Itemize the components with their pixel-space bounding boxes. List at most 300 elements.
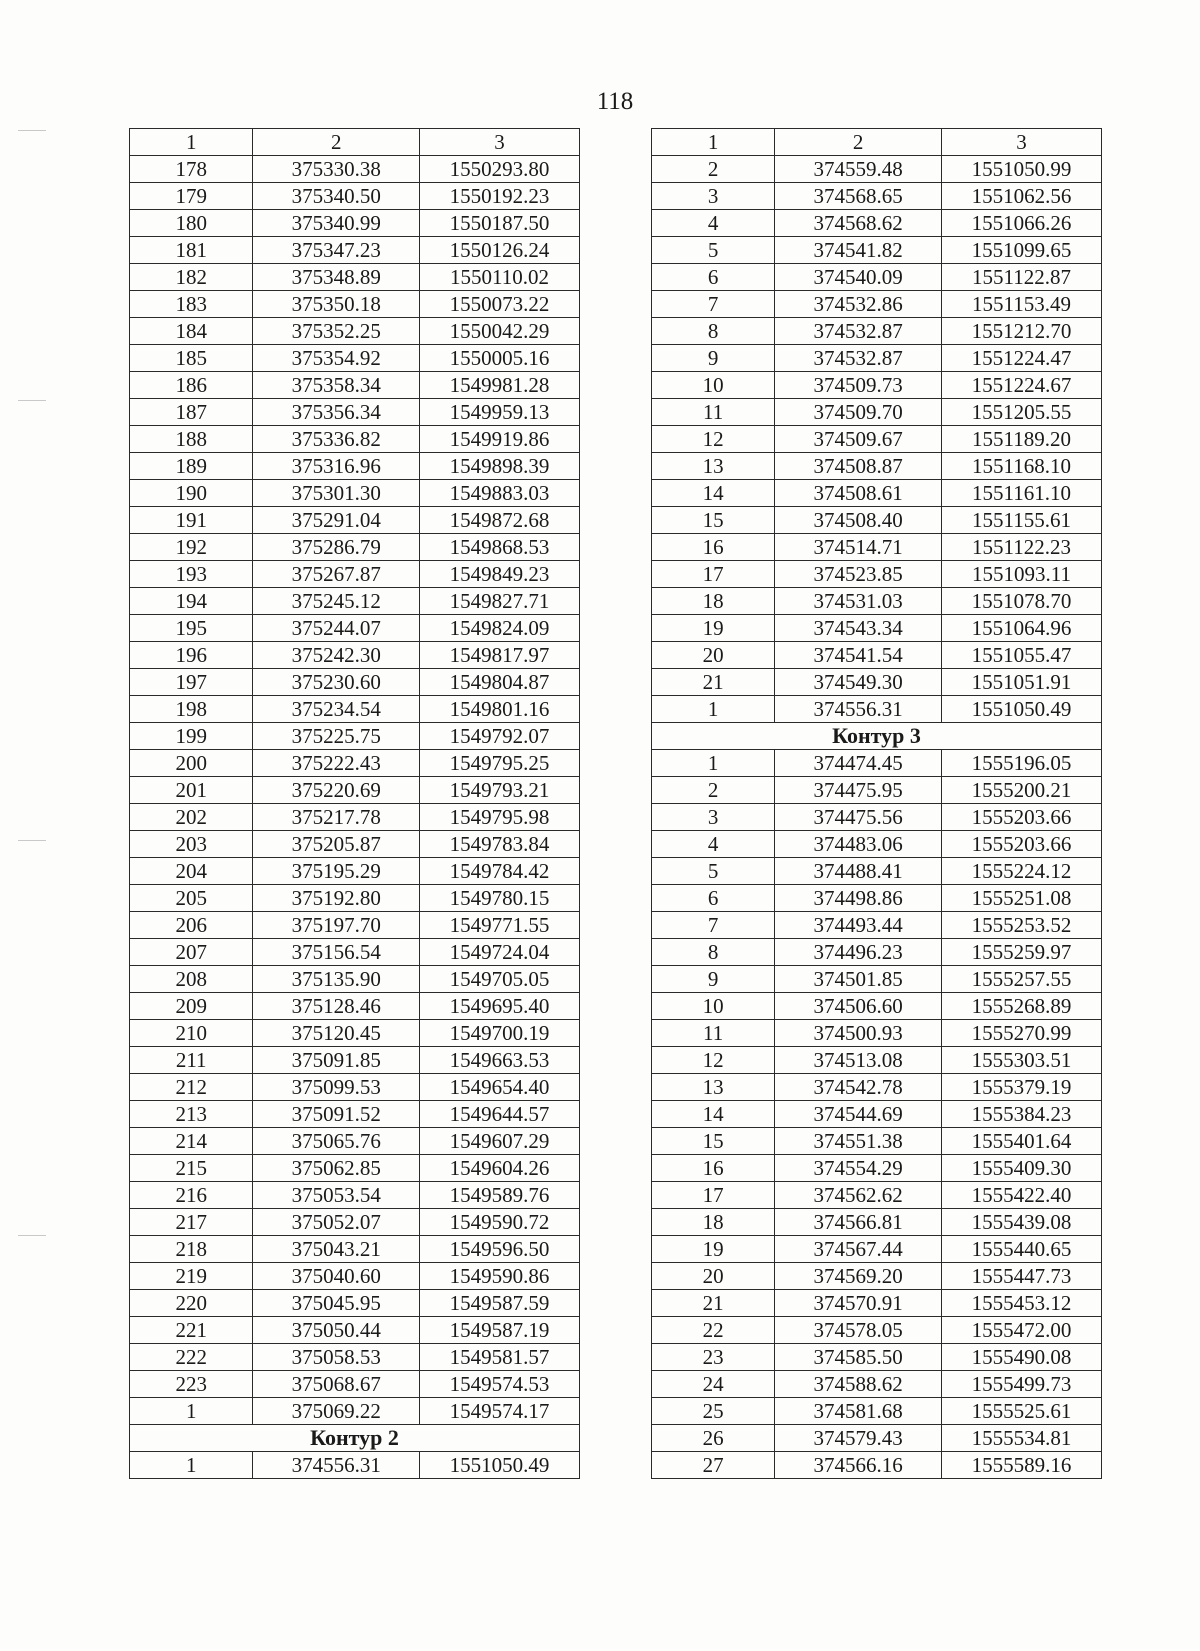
cell-col-3: 1549780.15 <box>420 885 580 912</box>
cell-col-1: 10 <box>652 993 775 1020</box>
cell-col-3: 1551224.47 <box>941 345 1101 372</box>
table-row <box>130 1263 580 1290</box>
cell-col-2: 375045.95 <box>253 1290 420 1317</box>
cell-col-1: 14 <box>652 480 775 507</box>
table-row <box>130 372 580 399</box>
cell-col-3: 1555525.61 <box>941 1398 1101 1425</box>
cell-col-3: 1549771.55 <box>420 912 580 939</box>
cell-col-3: 1549792.07 <box>420 723 580 750</box>
cell-col-3: 1550005.16 <box>420 345 580 372</box>
coordinates-table-left <box>129 128 580 1479</box>
cell-col-1: 15 <box>652 1128 775 1155</box>
cell-col-3: 1555268.89 <box>941 993 1101 1020</box>
cell-col-1: 208 <box>130 966 253 993</box>
cell-col-2: 375197.70 <box>253 912 420 939</box>
cell-col-3: 1555224.12 <box>941 858 1101 885</box>
cell-col-3: 1555257.55 <box>941 966 1101 993</box>
cell-col-3: 1550110.02 <box>420 264 580 291</box>
cell-col-2: 374501.85 <box>775 966 942 993</box>
cell-col-2: 374542.78 <box>775 1074 942 1101</box>
cell-col-2: 375128.46 <box>253 993 420 1020</box>
table-row <box>652 183 1102 210</box>
cell-col-1: 15 <box>652 507 775 534</box>
table-row <box>130 1344 580 1371</box>
cell-col-3: 1555401.64 <box>941 1128 1101 1155</box>
cell-col-2: 375068.67 <box>253 1371 420 1398</box>
cell-col-1: 203 <box>130 831 253 858</box>
cell-col-2: 375340.99 <box>253 210 420 237</box>
table-row <box>130 1182 580 1209</box>
cell-col-3: 1555253.52 <box>941 912 1101 939</box>
cell-col-1: 17 <box>652 561 775 588</box>
table-row <box>652 1074 1102 1101</box>
cell-col-1: 11 <box>652 399 775 426</box>
cell-col-2: 375316.96 <box>253 453 420 480</box>
cell-col-1: 18 <box>652 1209 775 1236</box>
cell-col-3: 1549898.39 <box>420 453 580 480</box>
table-row <box>652 669 1102 696</box>
cell-col-3: 1549849.23 <box>420 561 580 588</box>
cell-col-2: 375217.78 <box>253 804 420 831</box>
cell-col-2: 374500.93 <box>775 1020 942 1047</box>
cell-col-2: 375330.38 <box>253 156 420 183</box>
cell-col-2: 374541.82 <box>775 237 942 264</box>
cell-col-3: 1549581.57 <box>420 1344 580 1371</box>
cell-col-2: 375195.29 <box>253 858 420 885</box>
cell-col-1: 181 <box>130 237 253 264</box>
table-row <box>652 1047 1102 1074</box>
table-row <box>652 1398 1102 1425</box>
table-row <box>130 453 580 480</box>
cell-col-3: 1555422.40 <box>941 1182 1101 1209</box>
cell-col-1: 9 <box>652 966 775 993</box>
cell-col-2: 374585.50 <box>775 1344 942 1371</box>
table-row <box>652 156 1102 183</box>
cell-col-2: 375062.85 <box>253 1155 420 1182</box>
cell-col-1: 19 <box>652 1236 775 1263</box>
header-row <box>652 129 1102 156</box>
cell-col-3: 1555203.66 <box>941 804 1101 831</box>
cell-col-2: 374506.60 <box>775 993 942 1020</box>
table-row <box>652 1182 1102 1209</box>
cell-col-3: 1555490.08 <box>941 1344 1101 1371</box>
cell-col-2: 374474.45 <box>775 750 942 777</box>
cell-col-1: 201 <box>130 777 253 804</box>
cell-col-3: 1555409.30 <box>941 1155 1101 1182</box>
cell-col-2: 374508.40 <box>775 507 942 534</box>
cell-col-3: 1555589.16 <box>941 1452 1101 1479</box>
cell-col-1: 223 <box>130 1371 253 1398</box>
cell-col-2: 374498.86 <box>775 885 942 912</box>
section-title-row <box>652 723 1102 750</box>
cell-col-1: 8 <box>652 318 775 345</box>
cell-col-2: 2 <box>253 129 420 156</box>
table-row <box>652 1020 1102 1047</box>
cell-col-1: 191 <box>130 507 253 534</box>
table-row <box>130 777 580 804</box>
cell-col-2: 375222.43 <box>253 750 420 777</box>
table-row <box>130 642 580 669</box>
cell-col-2: 374496.23 <box>775 939 942 966</box>
cell-col-3: 1549868.53 <box>420 534 580 561</box>
cell-col-2: 2 <box>775 129 942 156</box>
cell-col-1: 1 <box>652 750 775 777</box>
cell-col-3: 1555440.65 <box>941 1236 1101 1263</box>
table-row <box>130 318 580 345</box>
cell-col-3: 1549596.50 <box>420 1236 580 1263</box>
table-row <box>652 318 1102 345</box>
table-row <box>130 1209 580 1236</box>
table-row <box>130 912 580 939</box>
cell-col-3: 1551093.11 <box>941 561 1101 588</box>
cell-col-3: 1555453.12 <box>941 1290 1101 1317</box>
cell-col-2: 374531.03 <box>775 588 942 615</box>
cell-col-1: 186 <box>130 372 253 399</box>
cell-col-2: 374523.85 <box>775 561 942 588</box>
cell-col-1: 4 <box>652 831 775 858</box>
cell-col-1: 220 <box>130 1290 253 1317</box>
cell-col-1: 179 <box>130 183 253 210</box>
table-row <box>652 1101 1102 1128</box>
cell-col-3: 1550293.80 <box>420 156 580 183</box>
cell-col-1: 20 <box>652 1263 775 1290</box>
table-row <box>130 804 580 831</box>
cell-col-2: 374581.68 <box>775 1398 942 1425</box>
cell-col-3: 1555379.19 <box>941 1074 1101 1101</box>
cell-col-3: 1551224.67 <box>941 372 1101 399</box>
table-row <box>652 1344 1102 1371</box>
table-row <box>652 1371 1102 1398</box>
cell-col-1: 1 <box>652 129 775 156</box>
cell-col-3: 1555196.05 <box>941 750 1101 777</box>
cell-col-2: 375301.30 <box>253 480 420 507</box>
table-row <box>652 1290 1102 1317</box>
cell-col-2: 374488.41 <box>775 858 942 885</box>
cell-col-3: 1549607.29 <box>420 1128 580 1155</box>
table-row <box>130 480 580 507</box>
cell-col-1: 219 <box>130 1263 253 1290</box>
cell-col-3: 1555447.73 <box>941 1263 1101 1290</box>
cell-col-3: 1550192.23 <box>420 183 580 210</box>
cell-col-1: 12 <box>652 1047 775 1074</box>
cell-col-1: 12 <box>652 426 775 453</box>
cell-col-3: 1551055.47 <box>941 642 1101 669</box>
cell-col-1: 200 <box>130 750 253 777</box>
table-body <box>130 129 580 1479</box>
cell-col-3: 1549827.71 <box>420 588 580 615</box>
cell-col-1: 180 <box>130 210 253 237</box>
table-row <box>130 1452 580 1479</box>
table-row <box>130 183 580 210</box>
cell-col-1: 210 <box>130 1020 253 1047</box>
cell-col-2: 374556.31 <box>775 696 942 723</box>
table-row <box>652 372 1102 399</box>
table-row <box>652 399 1102 426</box>
cell-col-1: 190 <box>130 480 253 507</box>
cell-col-3: 1549700.19 <box>420 1020 580 1047</box>
cell-col-3: 1549883.03 <box>420 480 580 507</box>
cell-col-1: 207 <box>130 939 253 966</box>
cell-col-3: 1551122.87 <box>941 264 1101 291</box>
cell-col-1: 4 <box>652 210 775 237</box>
table-row <box>130 264 580 291</box>
header-row <box>130 129 580 156</box>
cell-col-1: 20 <box>652 642 775 669</box>
table-row <box>130 345 580 372</box>
scan-mark <box>18 130 46 131</box>
table-row <box>130 507 580 534</box>
cell-col-3: 1549795.98 <box>420 804 580 831</box>
cell-col-2: 374570.91 <box>775 1290 942 1317</box>
cell-col-3: 1549705.05 <box>420 966 580 993</box>
cell-col-3: 1555259.97 <box>941 939 1101 966</box>
table-row <box>652 534 1102 561</box>
cell-col-2: 375192.80 <box>253 885 420 912</box>
cell-col-1: 13 <box>652 453 775 480</box>
cell-col-1: 187 <box>130 399 253 426</box>
cell-col-1: 1 <box>130 1398 253 1425</box>
cell-col-2: 374556.31 <box>253 1452 420 1479</box>
cell-col-3: 1551099.65 <box>941 237 1101 264</box>
cell-col-2: 375245.12 <box>253 588 420 615</box>
table-row <box>652 453 1102 480</box>
cell-col-1: 7 <box>652 291 775 318</box>
cell-col-2: 375230.60 <box>253 669 420 696</box>
cell-col-1: 16 <box>652 1155 775 1182</box>
cell-col-3: 1551161.10 <box>941 480 1101 507</box>
cell-col-2: 375156.54 <box>253 939 420 966</box>
cell-col-3: 1551050.49 <box>941 696 1101 723</box>
table-row <box>130 669 580 696</box>
cell-col-2: 374509.70 <box>775 399 942 426</box>
cell-col-2: 375135.90 <box>253 966 420 993</box>
table-row <box>130 1020 580 1047</box>
cell-col-1: 1 <box>130 129 253 156</box>
cell-col-2: 375205.87 <box>253 831 420 858</box>
cell-col-2: 375091.85 <box>253 1047 420 1074</box>
cell-col-1: 185 <box>130 345 253 372</box>
cell-col-2: 375291.04 <box>253 507 420 534</box>
cell-col-3: 1551064.96 <box>941 615 1101 642</box>
cell-col-3: 1551050.99 <box>941 156 1101 183</box>
cell-col-1: 196 <box>130 642 253 669</box>
cell-col-2: 375220.69 <box>253 777 420 804</box>
table-row <box>652 1155 1102 1182</box>
table-row <box>652 912 1102 939</box>
table-row <box>652 1317 1102 1344</box>
cell-col-2: 374578.05 <box>775 1317 942 1344</box>
table-row <box>130 534 580 561</box>
cell-col-1: 10 <box>652 372 775 399</box>
table-row <box>652 1128 1102 1155</box>
cell-col-2: 374509.67 <box>775 426 942 453</box>
cell-col-1: 209 <box>130 993 253 1020</box>
cell-col-2: 375050.44 <box>253 1317 420 1344</box>
table-row <box>652 696 1102 723</box>
cell-col-3: 1549919.86 <box>420 426 580 453</box>
cell-col-3: 1555200.21 <box>941 777 1101 804</box>
cell-col-1: 206 <box>130 912 253 939</box>
cell-col-2: 375348.89 <box>253 264 420 291</box>
table-row <box>130 1047 580 1074</box>
cell-col-1: 221 <box>130 1317 253 1344</box>
cell-col-3: 1549644.57 <box>420 1101 580 1128</box>
cell-col-2: 374551.38 <box>775 1128 942 1155</box>
cell-col-3: 3 <box>420 129 580 156</box>
cell-col-3: 1551051.91 <box>941 669 1101 696</box>
cell-col-2: 374540.09 <box>775 264 942 291</box>
cell-col-3: 1555439.08 <box>941 1209 1101 1236</box>
cell-col-2: 375234.54 <box>253 696 420 723</box>
cell-col-2: 374532.87 <box>775 318 942 345</box>
cell-col-3: 1555203.66 <box>941 831 1101 858</box>
cell-col-2: 374508.87 <box>775 453 942 480</box>
cell-col-2: 375043.21 <box>253 1236 420 1263</box>
cell-col-2: 374544.69 <box>775 1101 942 1128</box>
cell-col-3: 1555384.23 <box>941 1101 1101 1128</box>
section-title: Контур 3 <box>652 723 1102 750</box>
scan-mark <box>18 840 46 841</box>
cell-col-3: 1555472.00 <box>941 1317 1101 1344</box>
cell-col-3: 1549795.25 <box>420 750 580 777</box>
cell-col-1: 212 <box>130 1074 253 1101</box>
table-row <box>130 237 580 264</box>
cell-col-3: 1549784.42 <box>420 858 580 885</box>
cell-col-3: 3 <box>941 129 1101 156</box>
cell-col-3: 1551189.20 <box>941 426 1101 453</box>
table-row <box>652 480 1102 507</box>
cell-col-3: 1555499.73 <box>941 1371 1101 1398</box>
table-row <box>130 858 580 885</box>
cell-col-1: 27 <box>652 1452 775 1479</box>
scan-mark <box>18 1235 46 1236</box>
cell-col-2: 374562.62 <box>775 1182 942 1209</box>
table-row <box>130 561 580 588</box>
cell-col-1: 214 <box>130 1128 253 1155</box>
cell-col-2: 375356.34 <box>253 399 420 426</box>
cell-col-2: 374568.65 <box>775 183 942 210</box>
cell-col-2: 375099.53 <box>253 1074 420 1101</box>
cell-col-3: 1551205.55 <box>941 399 1101 426</box>
cell-col-2: 375120.45 <box>253 1020 420 1047</box>
table-row <box>652 750 1102 777</box>
cell-col-1: 195 <box>130 615 253 642</box>
cell-col-1: 5 <box>652 237 775 264</box>
cell-col-2: 374566.81 <box>775 1209 942 1236</box>
cell-col-3: 1549804.87 <box>420 669 580 696</box>
table-row <box>652 966 1102 993</box>
cell-col-2: 375244.07 <box>253 615 420 642</box>
cell-col-2: 375091.52 <box>253 1101 420 1128</box>
cell-col-1: 5 <box>652 858 775 885</box>
cell-col-2: 375040.60 <box>253 1263 420 1290</box>
cell-col-1: 205 <box>130 885 253 912</box>
cell-col-1: 19 <box>652 615 775 642</box>
cell-col-2: 375242.30 <box>253 642 420 669</box>
cell-col-1: 16 <box>652 534 775 561</box>
table-row <box>652 831 1102 858</box>
table-row <box>652 237 1102 264</box>
cell-col-3: 1550073.22 <box>420 291 580 318</box>
cell-col-3: 1549590.72 <box>420 1209 580 1236</box>
cell-col-3: 1555303.51 <box>941 1047 1101 1074</box>
cell-col-3: 1555251.08 <box>941 885 1101 912</box>
cell-col-3: 1550042.29 <box>420 318 580 345</box>
cell-col-1: 21 <box>652 669 775 696</box>
table-row <box>652 777 1102 804</box>
cell-col-2: 374543.34 <box>775 615 942 642</box>
cell-col-3: 1551168.10 <box>941 453 1101 480</box>
cell-col-1: 18 <box>652 588 775 615</box>
cell-col-3: 1549604.26 <box>420 1155 580 1182</box>
table-row <box>130 723 580 750</box>
cell-col-2: 375053.54 <box>253 1182 420 1209</box>
cell-col-3: 1549959.13 <box>420 399 580 426</box>
cell-col-3: 1549824.09 <box>420 615 580 642</box>
cell-col-2: 375340.50 <box>253 183 420 210</box>
table-row <box>652 939 1102 966</box>
section-title-row <box>130 1425 580 1452</box>
cell-col-2: 375225.75 <box>253 723 420 750</box>
cell-col-3: 1549724.04 <box>420 939 580 966</box>
table-row <box>652 615 1102 642</box>
cell-col-2: 374475.95 <box>775 777 942 804</box>
cell-col-1: 202 <box>130 804 253 831</box>
cell-col-1: 192 <box>130 534 253 561</box>
cell-col-2: 375286.79 <box>253 534 420 561</box>
cell-col-2: 374483.06 <box>775 831 942 858</box>
table-row <box>130 1371 580 1398</box>
cell-col-2: 375354.92 <box>253 345 420 372</box>
table-row <box>130 156 580 183</box>
cell-col-1: 7 <box>652 912 775 939</box>
cell-col-2: 374569.20 <box>775 1263 942 1290</box>
cell-col-1: 17 <box>652 1182 775 1209</box>
cell-col-2: 374566.16 <box>775 1452 942 1479</box>
cell-col-2: 374513.08 <box>775 1047 942 1074</box>
table-row <box>130 966 580 993</box>
scan-mark <box>18 400 46 401</box>
cell-col-1: 6 <box>652 264 775 291</box>
table-row <box>652 561 1102 588</box>
cell-col-3: 1549817.97 <box>420 642 580 669</box>
cell-col-2: 375065.76 <box>253 1128 420 1155</box>
table-row <box>652 588 1102 615</box>
cell-col-1: 194 <box>130 588 253 615</box>
cell-col-3: 1549793.21 <box>420 777 580 804</box>
page-number: 118 <box>596 88 634 115</box>
cell-col-2: 375267.87 <box>253 561 420 588</box>
cell-col-3: 1549695.40 <box>420 993 580 1020</box>
cell-col-2: 374554.29 <box>775 1155 942 1182</box>
table-row <box>652 993 1102 1020</box>
table-row <box>130 1128 580 1155</box>
cell-col-3: 1550187.50 <box>420 210 580 237</box>
cell-col-2: 375350.18 <box>253 291 420 318</box>
cell-col-3: 1555534.81 <box>941 1425 1101 1452</box>
table-body <box>652 129 1102 1479</box>
cell-col-2: 375069.22 <box>253 1398 420 1425</box>
cell-col-1: 3 <box>652 183 775 210</box>
cell-col-3: 1551078.70 <box>941 588 1101 615</box>
cell-col-3: 1549590.86 <box>420 1263 580 1290</box>
cell-col-3: 1549587.19 <box>420 1317 580 1344</box>
cell-col-3: 1549654.40 <box>420 1074 580 1101</box>
cell-col-1: 9 <box>652 345 775 372</box>
table-row <box>130 399 580 426</box>
cell-col-3: 1549872.68 <box>420 507 580 534</box>
cell-col-3: 1549783.84 <box>420 831 580 858</box>
